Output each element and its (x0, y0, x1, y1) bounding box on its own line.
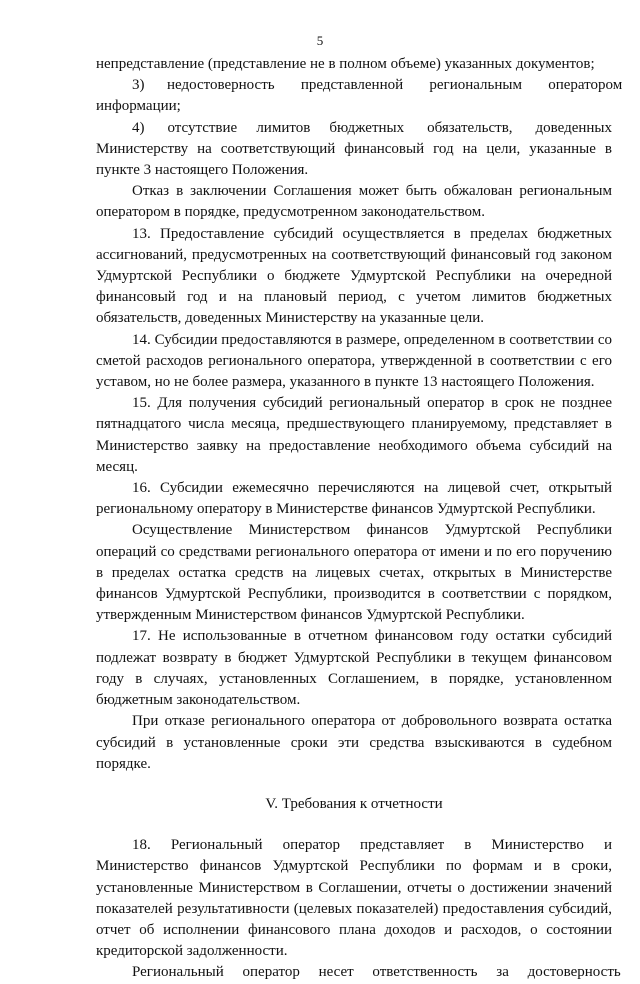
paragraph-18: 18. Региональный оператор представляет в Министерство и Министерство финансов Удмуртской Республики по формам и в сроки, установленные Министерством в Соглашении, отчеты о достижении значений показателей результативности (целевых показателей) предоставления субсидий, отчет об исполнении финансового плана доходов и расходов, о состоянии кредиторской задолженности. (96, 837, 612, 960)
document-body (96, 54, 623, 984)
page-number: 5 (316, 33, 324, 48)
paragraph-16: 16. Субсидии ежемесячно перечисляются на лицевой счет, открытый региональному оператору в Министерстве финансов Удмуртской Республики. (96, 480, 612, 518)
paragraph-16-operations: Осуществление Министерством финансов Удмуртской Республики операций со средствами регионального оператора от имени и по его поручению в пределах остатка средств на лицевых счетах, открытых в Министерстве финансов Удмуртской Республики, производится в соответствии с порядком, утвержденным Министерством финансов Удмуртской Республики. (96, 522, 612, 624)
paragraph-17-refusal: При отказе регионального оператора от добровольного возврата остатка субсидий в установленные сроки эти средства взыскиваются в судебном порядке. (96, 713, 612, 772)
paragraph-15: 15. Для получения субсидий региональный оператор в срок не позднее пятнадцатого числа месяца, предшествующего планируемому, представляет в Министерство заявку на предоставление необходимого объема субсидий на месяц. (96, 395, 612, 475)
paragraph-item-3: 3) недостоверность представленной региональным оператором информации; (96, 77, 623, 115)
paragraph-17: 17. Не использованные в отчетном финансовом году остатки субсидий подлежат возврату в бюджет Удмуртской Республики в текущем финансовом году в случаях, установленных Соглашением, в порядке, установленном бюджетным законодательством. (96, 628, 612, 709)
section-heading: V. Требования к отчетности (265, 795, 443, 812)
paragraph-18-responsibility: Региональный оператор несет ответственность за достоверность (132, 964, 621, 981)
paragraph-14: 14. Субсидии предоставляются в размере, определенном в соответствии со сметой расходов регионального оператора, утвержденной в соответствии с его уставом, но не более размера, указанного в пункте 13 настоящего Положения. (96, 331, 612, 391)
paragraph-refusal-appeal: Отказ в заключении Соглашения может быть обжалован региональным оператором в порядке, предусмотренном законодательством. (96, 183, 612, 221)
paragraph-continuation: непредставление (представление не в полном объеме) указанных документов; (96, 56, 595, 72)
paragraph-item-4: 4) отсутствие лимитов бюджетных обязательств, доведенных Министерству на соответствующий финансовый год на цели, указанные в пункте 3 настоящего Положения. (96, 119, 612, 179)
paragraph-13: 13. Предоставление субсидий осуществляется в пределах бюджетных ассигнований, предусмотренных на соответствующий финансовый год законом Удмуртской Республики о бюджете Удмуртской Республики на очередной финансовый год и на плановый период, с учетом лимитов бюджетных обязательств, доведенных Министерству на указанные цели. (96, 225, 612, 327)
